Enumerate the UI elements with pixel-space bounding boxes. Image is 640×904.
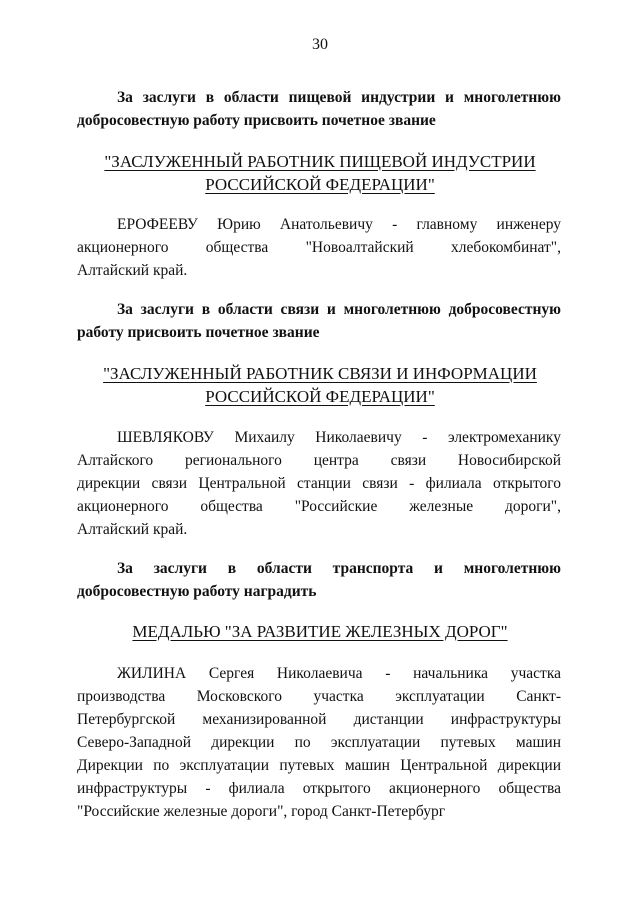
section-2-recipient-line-3: дирекции связи Центральной станции связи - филиала открытого xyxy=(77,475,561,492)
section-1-recipient-line-1: ЕРОФЕЕВУ Юрию Анатольевичу - главному инженеру xyxy=(117,216,561,233)
section-2-recipient-line-5: Алтайский край. xyxy=(77,521,188,538)
page-number: 30 xyxy=(312,36,328,53)
section-3-intro xyxy=(77,557,561,603)
section-1-intro-line-2: добросовестную работу присвоить почетное звание xyxy=(77,112,436,129)
section-3-recipient-line-3: Петербургской механизированной дистанции инфраструктуры xyxy=(77,711,561,728)
section-2-intro-line-1: За заслуги в области связи и многолетнюю добросовестную xyxy=(117,301,561,318)
section-1-intro-line-1: За заслуги в области пищевой индустрии и многолетнюю xyxy=(117,89,561,106)
section-2-recipient-line-2: Алтайского регионального центра связи Новосибирской xyxy=(77,452,561,469)
section-2-title-line-2: РОССИЙСКОЙ ФЕДЕРАЦИИ" xyxy=(205,387,435,406)
section-2-recipient-line-1: ШЕВЛЯКОВУ Михаилу Николаевичу - электромеханику xyxy=(117,429,561,446)
section-1-recipient xyxy=(77,213,561,282)
section-1-recipient-line-3: Алтайский край. xyxy=(77,262,188,279)
section-3-title-line-1: МЕДАЛЬЮ "ЗА РАЗВИТИЕ ЖЕЛЕЗНЫХ ДОРОГ" xyxy=(132,622,508,641)
section-3-recipient-line-7: "Российские железные дороги", город Санкт-Петербург xyxy=(77,803,446,820)
section-3-recipient xyxy=(77,662,561,823)
section-2-recipient xyxy=(77,426,561,541)
section-2-intro-line-2: работу присвоить почетное звание xyxy=(77,324,320,341)
section-1-title xyxy=(0,150,640,196)
section-2-title-line-1: "ЗАСЛУЖЕННЫЙ РАБОТНИК СВЯЗИ И ИНФОРМАЦИИ xyxy=(103,364,537,383)
section-1-intro xyxy=(77,86,561,132)
section-3-recipient-line-1: ЖИЛИНА Сергея Николаевича - начальника участка xyxy=(117,665,561,682)
section-2-title xyxy=(0,362,640,408)
section-2-recipient-line-4: акционерного общества "Российские железные дороги", xyxy=(77,498,561,515)
section-3-title xyxy=(0,620,640,643)
section-2-intro xyxy=(77,298,561,344)
section-3-recipient-line-4: Северо-Западной дирекции по эксплуатации путевых машин xyxy=(77,734,561,751)
section-1-title-line-2: РОССИЙСКОЙ ФЕДЕРАЦИИ" xyxy=(205,175,435,194)
section-3-intro-line-1: За заслуги в области транспорта и многолетнюю xyxy=(117,560,561,577)
section-3-recipient-line-6: инфраструктуры - филиала открытого акционерного общества xyxy=(77,780,561,797)
section-1-title-line-1: "ЗАСЛУЖЕННЫЙ РАБОТНИК ПИЩЕВОЙ ИНДУСТРИИ xyxy=(104,152,536,171)
section-3-recipient-line-2: производства Московского участка эксплуатации Санкт- xyxy=(77,688,561,705)
section-3-intro-line-2: добросовестную работу наградить xyxy=(77,583,317,600)
section-1-recipient-line-2: акционерного общества "Новоалтайский хлебокомбинат", xyxy=(77,239,561,256)
section-3-recipient-line-5: Дирекции по эксплуатации путевых машин Центральной дирекции xyxy=(77,757,561,774)
